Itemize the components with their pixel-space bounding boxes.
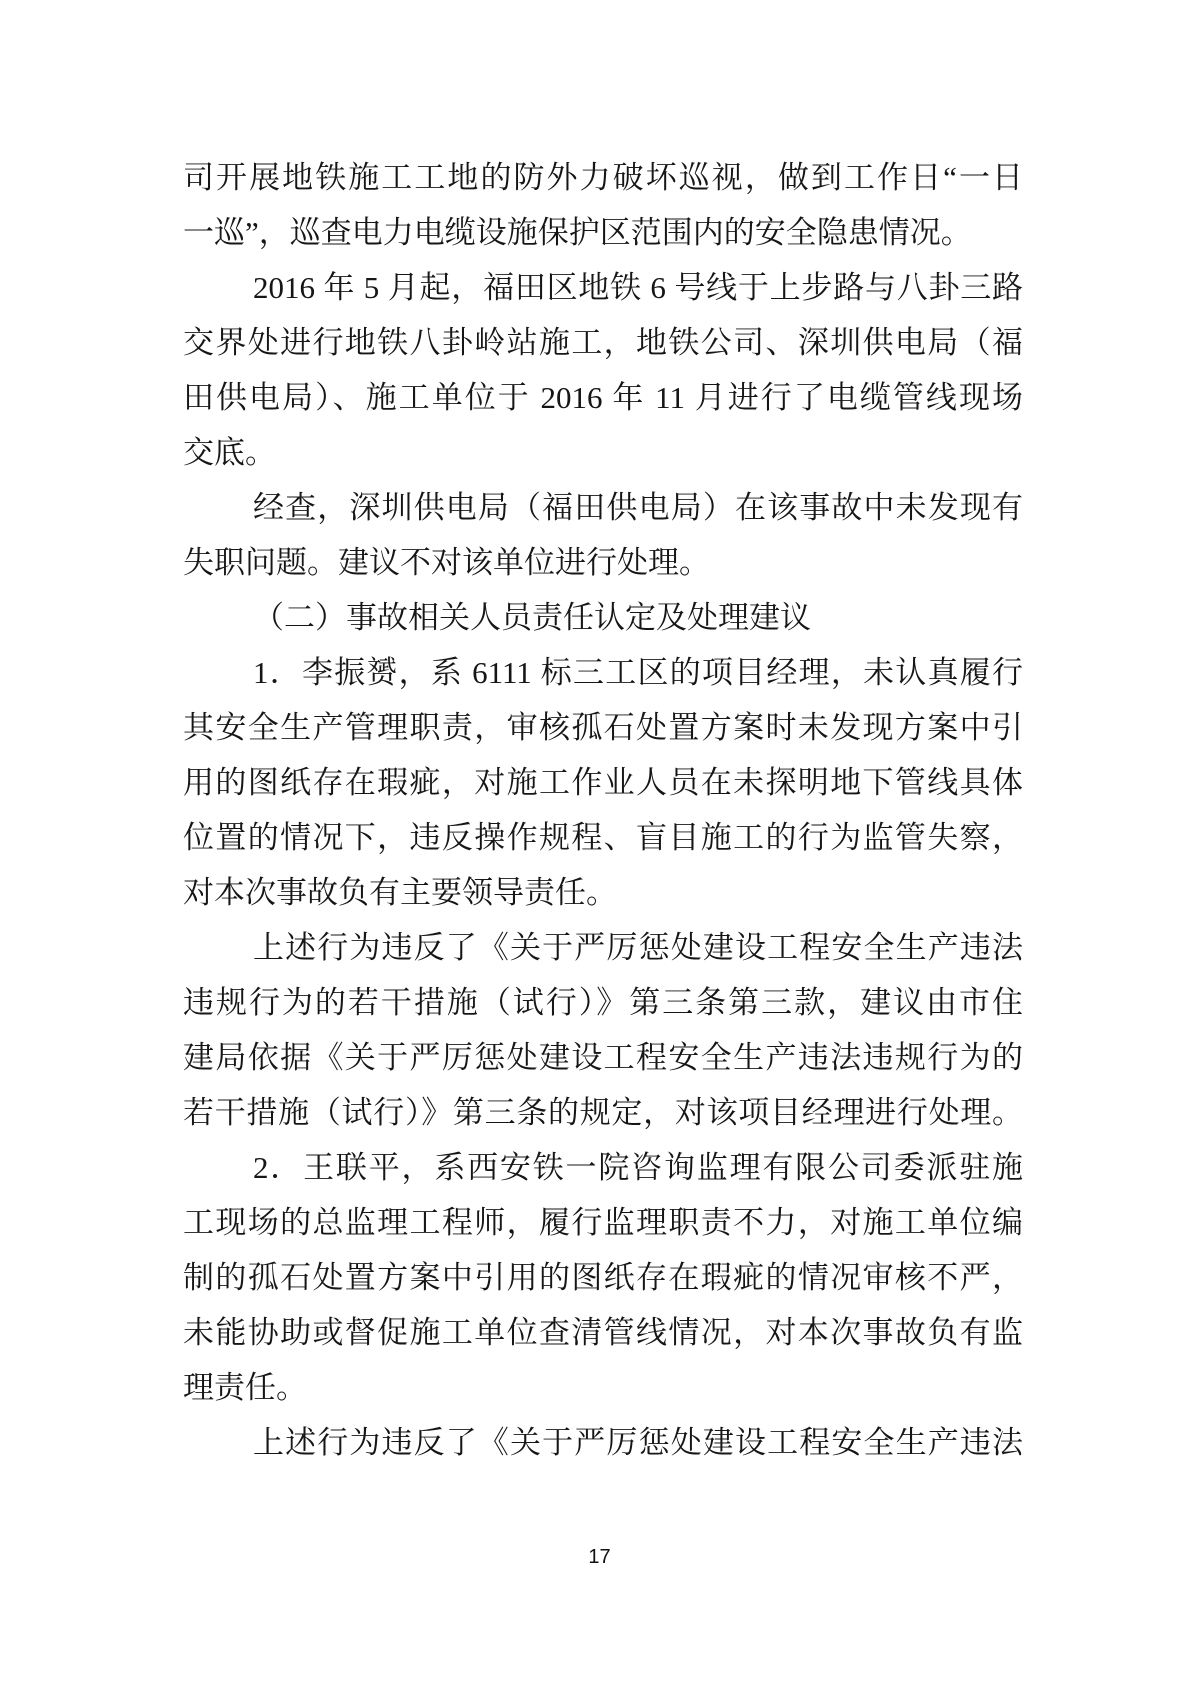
text-line: 田供电局）、施工单位于 2016 年 11 月进行了电缆管线现场	[183, 380, 1023, 415]
text-line: 经查，深圳供电局（福田供电局）在该事故中未发现有	[253, 490, 1023, 525]
paragraph	[183, 260, 1023, 480]
paragraph	[183, 920, 1023, 1140]
text-line: 若干措施（试行）》第三条的规定，对该项目经理进行处理。	[183, 1095, 1023, 1130]
text-line: 工现场的总监理工程师，履行监理职责不力，对施工单位编	[183, 1205, 1023, 1240]
paragraph	[183, 645, 1023, 920]
text-line: 上述行为违反了《关于严厉惩处建设工程安全生产违法	[253, 1425, 1023, 1460]
paragraph	[183, 480, 1023, 590]
page-body-text	[183, 150, 1023, 1470]
text-line: 用的图纸存在瑕疵，对施工作业人员在未探明地下管线具体	[183, 765, 1023, 800]
text-line: 2．王联平，系西安铁一院咨询监理有限公司委派驻施	[253, 1150, 1023, 1185]
text-line: 违规行为的若干措施（试行）》第三条第三款，建议由市住	[183, 985, 1023, 1020]
text-line: （二）事故相关人员责任认定及处理建议	[253, 600, 811, 635]
text-line: 一巡”，巡查电力电缆设施保护区范围内的安全隐患情况。	[183, 215, 972, 250]
text-line: 1．李振赟，系 6111 标三工区的项目经理，未认真履行	[253, 655, 1023, 690]
text-line: 位置的情况下，违反操作规程、盲目施工的行为监管失察，	[183, 820, 1023, 855]
section-heading	[183, 590, 1023, 645]
text-line: 其安全生产管理职责，审核孤石处置方案时未发现方案中引	[183, 710, 1023, 745]
text-line: 司开展地铁施工工地的防外力破坏巡视，做到工作日“一日	[183, 160, 1023, 195]
paragraph	[183, 1140, 1023, 1415]
text-line: 2016 年 5 月起，福田区地铁 6 号线于上步路与八卦三路	[253, 270, 1023, 305]
text-line: 对本次事故负有主要领导责任。	[183, 875, 617, 910]
page-footer	[0, 1546, 1199, 1569]
text-line: 制的孤石处置方案中引用的图纸存在瑕疵的情况审核不严，	[183, 1260, 1023, 1295]
text-line: 交底。	[183, 435, 276, 470]
text-line: 建局依据《关于严厉惩处建设工程安全生产违法违规行为的	[183, 1040, 1023, 1075]
text-line: 理责任。	[183, 1370, 307, 1405]
text-line: 上述行为违反了《关于严厉惩处建设工程安全生产违法	[253, 930, 1023, 965]
text-line: 未能协助或督促施工单位查清管线情况，对本次事故负有监	[183, 1315, 1023, 1350]
page-number: 17	[588, 1546, 611, 1568]
paragraph	[183, 150, 1023, 260]
text-line: 失职问题。建议不对该单位进行处理。	[183, 545, 710, 580]
text-line: 交界处进行地铁八卦岭站施工，地铁公司、深圳供电局（福	[183, 325, 1023, 360]
paragraph	[183, 1415, 1023, 1470]
